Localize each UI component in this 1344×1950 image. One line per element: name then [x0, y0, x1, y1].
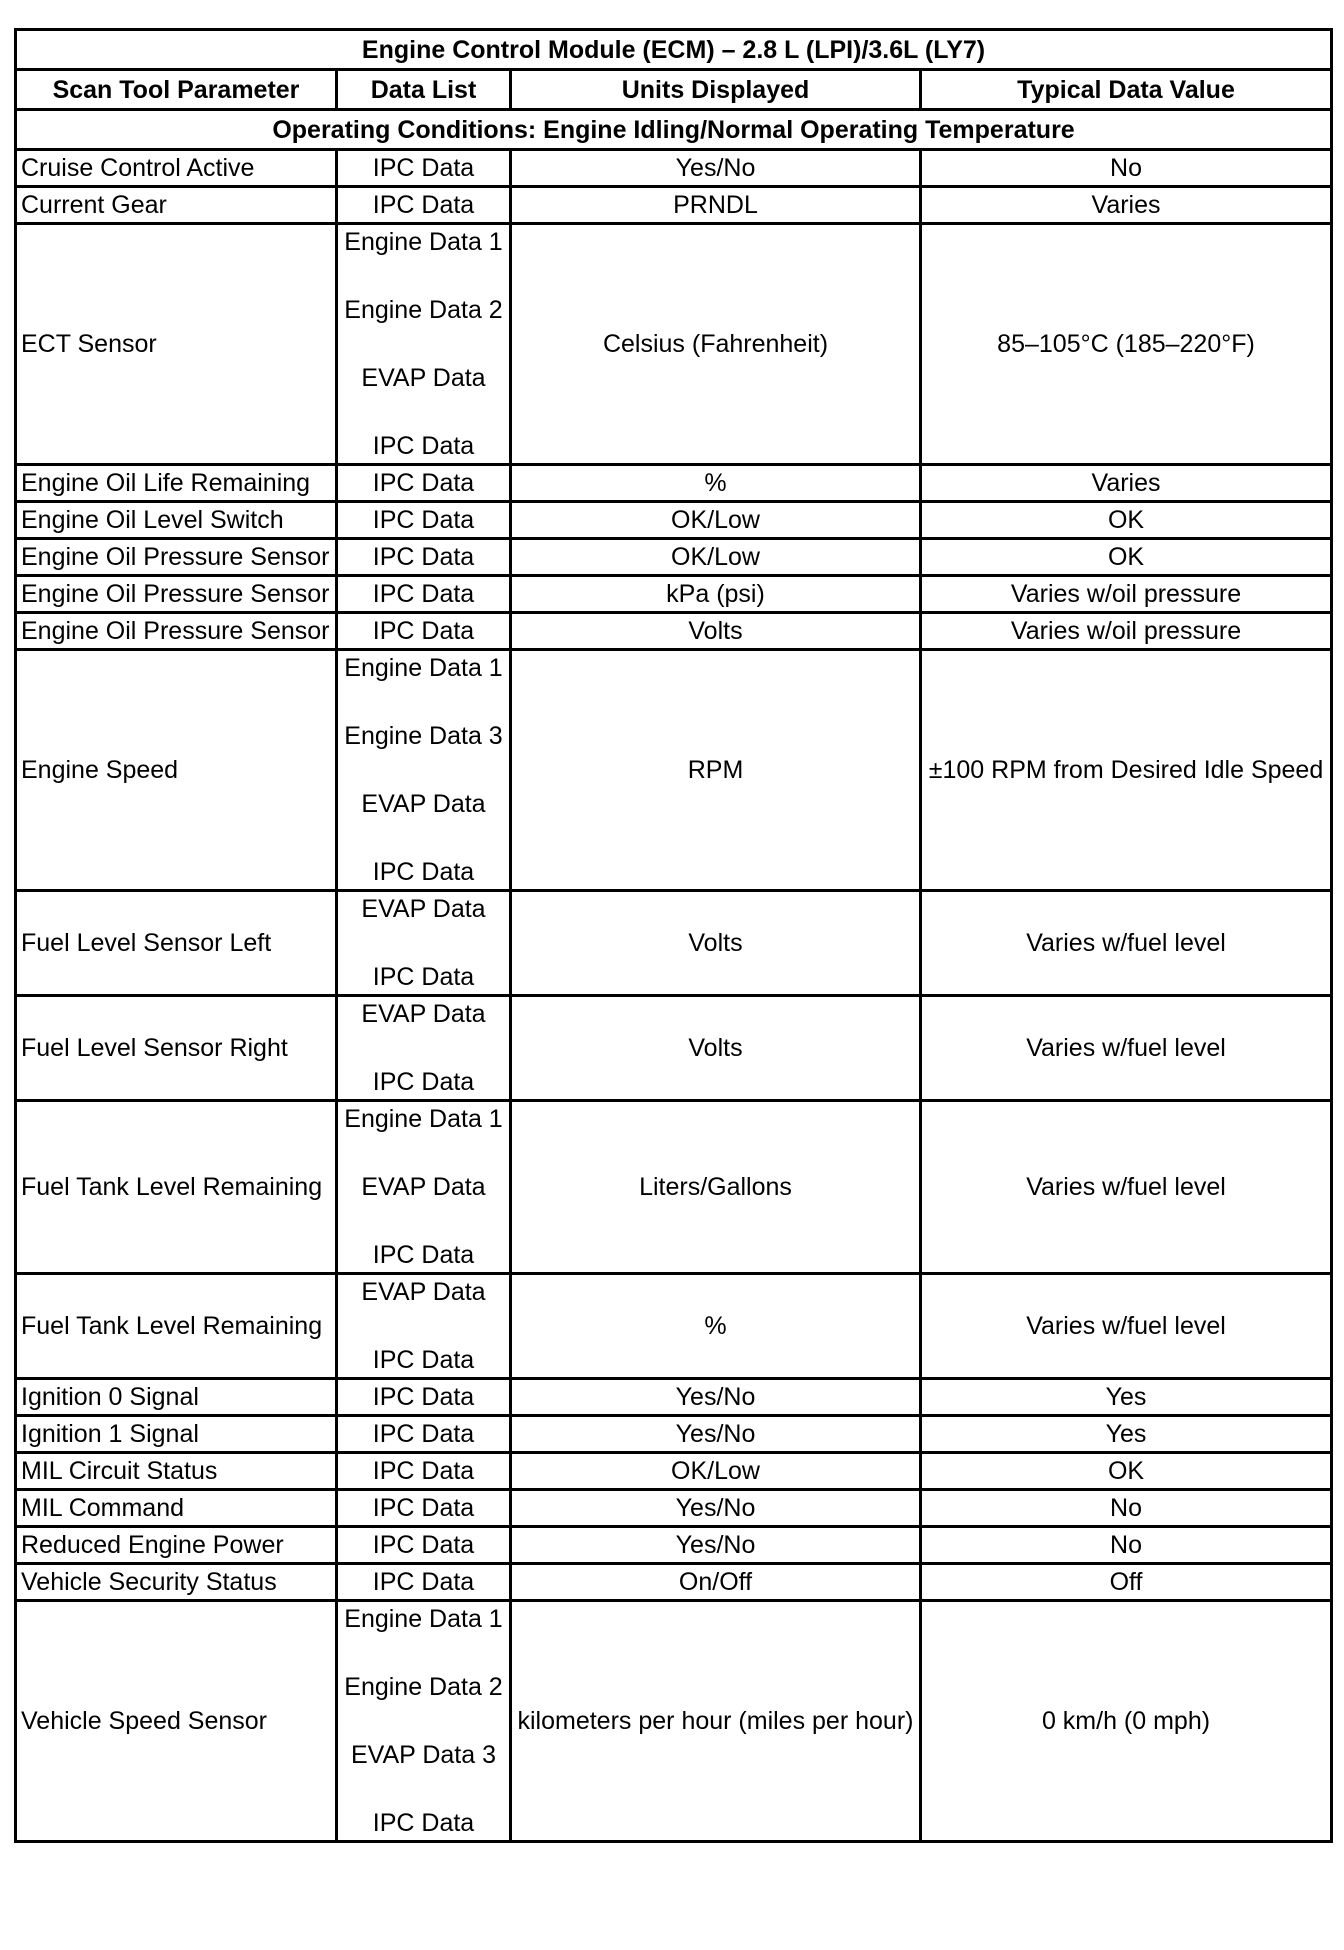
cell-units-displayed: Volts [511, 613, 921, 650]
data-list-entry: EVAP Data [361, 1173, 486, 1201]
cell-typical-data-value: Off [921, 1564, 1332, 1601]
cell-scan-tool-parameter: Engine Oil Life Remaining [16, 465, 337, 502]
cell-data-list [337, 150, 511, 187]
cell-units-displayed: OK/Low [511, 502, 921, 539]
data-list-entry: IPC Data [372, 963, 475, 991]
data-list-entry: EVAP Data [361, 364, 486, 392]
table-row [16, 224, 1332, 465]
data-list-entry: IPC Data [372, 580, 475, 608]
cell-scan-tool-parameter: Fuel Tank Level Remaining [16, 1274, 337, 1379]
cell-data-list [337, 502, 511, 539]
table-body [16, 150, 1332, 1842]
data-list-entry: IPC Data [372, 432, 475, 460]
cell-data-list [337, 1453, 511, 1490]
cell-data-list [337, 1416, 511, 1453]
line-spacer [342, 1772, 505, 1806]
cell-scan-tool-parameter: Current Gear [16, 187, 337, 224]
cell-data-list [337, 1527, 511, 1564]
line-spacer [342, 395, 505, 429]
conditions-row [16, 110, 1332, 150]
header-row [16, 70, 1332, 110]
cell-typical-data-value: No [921, 1490, 1332, 1527]
cell-typical-data-value: ±100 RPM from Desired Idle Speed [921, 650, 1332, 891]
cell-typical-data-value: 85–105°C (185–220°F) [921, 224, 1332, 465]
cell-typical-data-value: Varies [921, 187, 1332, 224]
cell-scan-tool-parameter: Fuel Level Sensor Right [16, 996, 337, 1101]
operating-conditions: Operating Conditions: Engine Idling/Normal Operating Temperature [16, 110, 1332, 150]
cell-typical-data-value: Varies [921, 465, 1332, 502]
cell-units-displayed: RPM [511, 650, 921, 891]
line-spacer [342, 753, 505, 787]
line-spacer [342, 1031, 505, 1065]
cell-units-displayed: Volts [511, 891, 921, 996]
line-spacer [342, 1136, 505, 1170]
cell-units-displayed: Yes/No [511, 1527, 921, 1564]
table-row [16, 1101, 1332, 1274]
line-spacer [342, 327, 505, 361]
cell-units-displayed: PRNDL [511, 187, 921, 224]
cell-typical-data-value: No [921, 1527, 1332, 1564]
line-spacer [342, 1704, 505, 1738]
data-list-entry: EVAP Data [361, 895, 486, 923]
cell-units-displayed: OK/Low [511, 1453, 921, 1490]
cell-typical-data-value: OK [921, 539, 1332, 576]
table-row [16, 1274, 1332, 1379]
cell-data-list [337, 1101, 511, 1274]
cell-typical-data-value: Varies w/oil pressure [921, 613, 1332, 650]
cell-data-list [337, 1601, 511, 1842]
table-row [16, 576, 1332, 613]
data-list-entry: IPC Data [372, 858, 475, 886]
cell-scan-tool-parameter: Ignition 1 Signal [16, 1416, 337, 1453]
data-list-entry: Engine Data 2 [344, 1673, 503, 1701]
cell-data-list [337, 996, 511, 1101]
table-row [16, 613, 1332, 650]
table-row [16, 465, 1332, 502]
cell-data-list [337, 465, 511, 502]
data-list-entry: IPC Data [372, 1383, 475, 1411]
cell-data-list [337, 1379, 511, 1416]
cell-typical-data-value: 0 km/h (0 mph) [921, 1601, 1332, 1842]
cell-scan-tool-parameter: MIL Command [16, 1490, 337, 1527]
cell-scan-tool-parameter: Fuel Tank Level Remaining [16, 1101, 337, 1274]
cell-scan-tool-parameter: Engine Oil Pressure Sensor [16, 539, 337, 576]
header-data-list: Data List [337, 70, 511, 110]
table-row [16, 187, 1332, 224]
cell-units-displayed: Celsius (Fahrenheit) [511, 224, 921, 465]
cell-typical-data-value: Yes [921, 1416, 1332, 1453]
cell-units-displayed: Yes/No [511, 150, 921, 187]
cell-scan-tool-parameter: Ignition 0 Signal [16, 1379, 337, 1416]
cell-units-displayed: kilometers per hour (miles per hour) [511, 1601, 921, 1842]
cell-scan-tool-parameter: Engine Speed [16, 650, 337, 891]
data-list-entry: IPC Data [372, 1809, 475, 1837]
cell-data-list [337, 1490, 511, 1527]
data-list-entry: IPC Data [372, 1494, 475, 1522]
data-list-entry: Engine Data 3 [344, 722, 503, 750]
cell-scan-tool-parameter: Fuel Level Sensor Left [16, 891, 337, 996]
data-list-entry: IPC Data [372, 1531, 475, 1559]
data-list-entry: IPC Data [372, 1457, 475, 1485]
data-list-entry: IPC Data [372, 1068, 475, 1096]
ecm-data-table [14, 28, 1333, 1843]
data-list-entry: Engine Data 2 [344, 296, 503, 324]
cell-data-list [337, 576, 511, 613]
cell-typical-data-value: OK [921, 502, 1332, 539]
cell-scan-tool-parameter: Cruise Control Active [16, 150, 337, 187]
data-list-entry: EVAP Data [361, 1278, 486, 1306]
cell-scan-tool-parameter: Engine Oil Pressure Sensor [16, 576, 337, 613]
cell-typical-data-value: Yes [921, 1379, 1332, 1416]
data-list-entry: IPC Data [372, 543, 475, 571]
cell-scan-tool-parameter: Reduced Engine Power [16, 1527, 337, 1564]
line-spacer [342, 926, 505, 960]
table-title: Engine Control Module (ECM) – 2.8 L (LPI)/3.6L (LY7) [16, 30, 1332, 70]
line-spacer [342, 821, 505, 855]
cell-typical-data-value: Varies w/fuel level [921, 1101, 1332, 1274]
cell-scan-tool-parameter: Vehicle Security Status [16, 1564, 337, 1601]
table-row [16, 1527, 1332, 1564]
cell-units-displayed: OK/Low [511, 539, 921, 576]
line-spacer [342, 1636, 505, 1670]
cell-scan-tool-parameter: ECT Sensor [16, 224, 337, 465]
table-row [16, 150, 1332, 187]
header-units-displayed: Units Displayed [511, 70, 921, 110]
header-scan-tool-parameter: Scan Tool Parameter [16, 70, 337, 110]
table-row [16, 891, 1332, 996]
table-row [16, 502, 1332, 539]
line-spacer [342, 1309, 505, 1343]
cell-units-displayed: Yes/No [511, 1379, 921, 1416]
data-list-entry: IPC Data [372, 191, 475, 219]
table-row [16, 539, 1332, 576]
data-list-entry: Engine Data 1 [344, 1105, 503, 1133]
data-list-entry: Engine Data 1 [344, 228, 503, 256]
cell-typical-data-value: No [921, 150, 1332, 187]
table-title-row [16, 30, 1332, 70]
cell-data-list [337, 224, 511, 465]
cell-scan-tool-parameter: Engine Oil Pressure Sensor [16, 613, 337, 650]
cell-units-displayed: Liters/Gallons [511, 1101, 921, 1274]
cell-units-displayed: Yes/No [511, 1416, 921, 1453]
cell-scan-tool-parameter: Engine Oil Level Switch [16, 502, 337, 539]
data-list-entry: Engine Data 1 [344, 1605, 503, 1633]
cell-typical-data-value: OK [921, 1453, 1332, 1490]
table-row [16, 996, 1332, 1101]
cell-data-list [337, 650, 511, 891]
cell-data-list [337, 613, 511, 650]
data-list-entry: IPC Data [372, 154, 475, 182]
cell-units-displayed: kPa (psi) [511, 576, 921, 613]
cell-data-list [337, 891, 511, 996]
data-list-entry: IPC Data [372, 617, 475, 645]
cell-scan-tool-parameter: Vehicle Speed Sensor [16, 1601, 337, 1842]
table-row [16, 1416, 1332, 1453]
table-row [16, 1601, 1332, 1842]
cell-data-list [337, 539, 511, 576]
table-row [16, 650, 1332, 891]
cell-units-displayed: Volts [511, 996, 921, 1101]
data-list-entry: EVAP Data [361, 1000, 486, 1028]
data-list-entry: EVAP Data [361, 790, 486, 818]
data-list-entry: Engine Data 1 [344, 654, 503, 682]
cell-units-displayed: % [511, 1274, 921, 1379]
line-spacer [342, 685, 505, 719]
cell-data-list [337, 1274, 511, 1379]
cell-units-displayed: Yes/No [511, 1490, 921, 1527]
table-row [16, 1379, 1332, 1416]
data-list-entry: IPC Data [372, 1568, 475, 1596]
data-list-entry: IPC Data [372, 506, 475, 534]
cell-typical-data-value: Varies w/fuel level [921, 1274, 1332, 1379]
data-list-entry: IPC Data [372, 469, 475, 497]
data-list-entry: IPC Data [372, 1241, 475, 1269]
line-spacer [342, 1204, 505, 1238]
table-row [16, 1490, 1332, 1527]
header-typical-data-value: Typical Data Value [921, 70, 1332, 110]
table-row [16, 1564, 1332, 1601]
cell-units-displayed: % [511, 465, 921, 502]
data-list-entry: IPC Data [372, 1346, 475, 1374]
cell-typical-data-value: Varies w/oil pressure [921, 576, 1332, 613]
table-row [16, 1453, 1332, 1490]
cell-data-list [337, 1564, 511, 1601]
data-list-entry: EVAP Data 3 [351, 1741, 496, 1769]
data-list-entry: IPC Data [372, 1420, 475, 1448]
cell-typical-data-value: Varies w/fuel level [921, 891, 1332, 996]
line-spacer [342, 259, 505, 293]
cell-typical-data-value: Varies w/fuel level [921, 996, 1332, 1101]
cell-scan-tool-parameter: MIL Circuit Status [16, 1453, 337, 1490]
cell-data-list [337, 187, 511, 224]
cell-units-displayed: On/Off [511, 1564, 921, 1601]
